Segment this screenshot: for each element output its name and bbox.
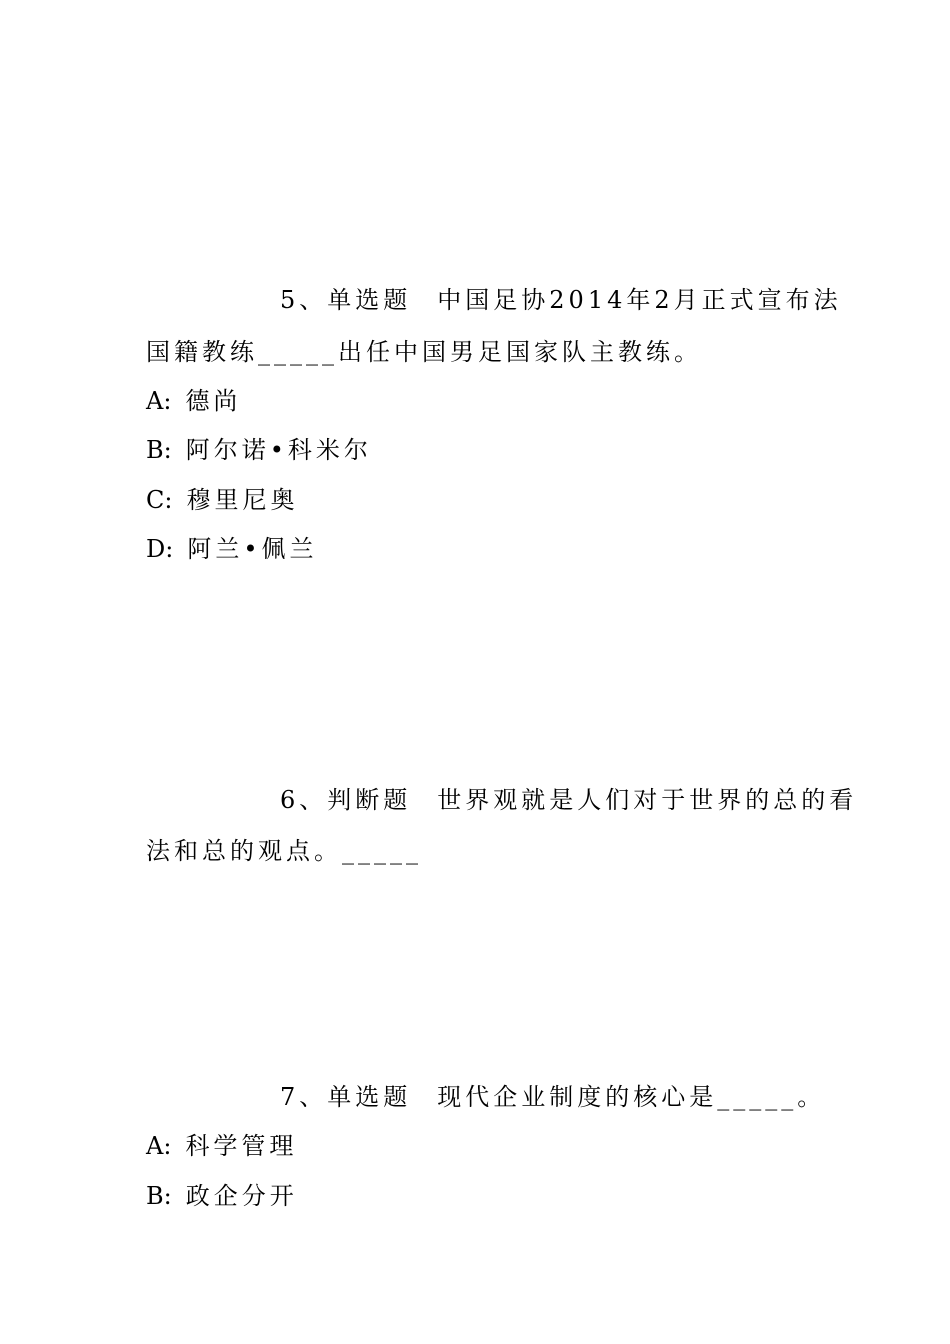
question-text: 中国足协2014年2月正式宣布法 bbox=[437, 286, 842, 314]
question-text: 世界观就是人们对于世界的总的看 bbox=[437, 786, 858, 814]
question-5-option-a: A: 德尚 bbox=[146, 387, 242, 415]
question-number: 5 bbox=[280, 286, 300, 314]
question-6-stem-line-1 bbox=[280, 785, 857, 815]
question-type: 、单选题 bbox=[299, 1083, 412, 1111]
question-7-option-a: A: 科学管理 bbox=[146, 1132, 298, 1160]
question-5-stem-line-2: 国籍教练_____出任中国男足国家队主教练。 bbox=[146, 338, 702, 366]
question-5-option-b: B: 阿尔诺•科米尔 bbox=[146, 436, 372, 464]
question-5-option-c: C: 穆里尼奥 bbox=[146, 486, 299, 514]
question-text: 现代企业制度的核心是_____。 bbox=[437, 1083, 826, 1111]
question-5-option-d: D: 阿兰•佩兰 bbox=[146, 535, 318, 563]
question-7-stem-line-1 bbox=[280, 1082, 825, 1112]
question-6-stem-line-2: 法和总的观点。_____ bbox=[146, 837, 422, 865]
question-7-option-b: B: 政企分开 bbox=[146, 1182, 298, 1210]
question-type: 、判断题 bbox=[299, 786, 412, 814]
question-number: 6 bbox=[280, 786, 300, 814]
question-number: 7 bbox=[280, 1083, 300, 1111]
question-5-stem-line-1 bbox=[280, 285, 842, 315]
question-type: 、单选题 bbox=[299, 286, 412, 314]
